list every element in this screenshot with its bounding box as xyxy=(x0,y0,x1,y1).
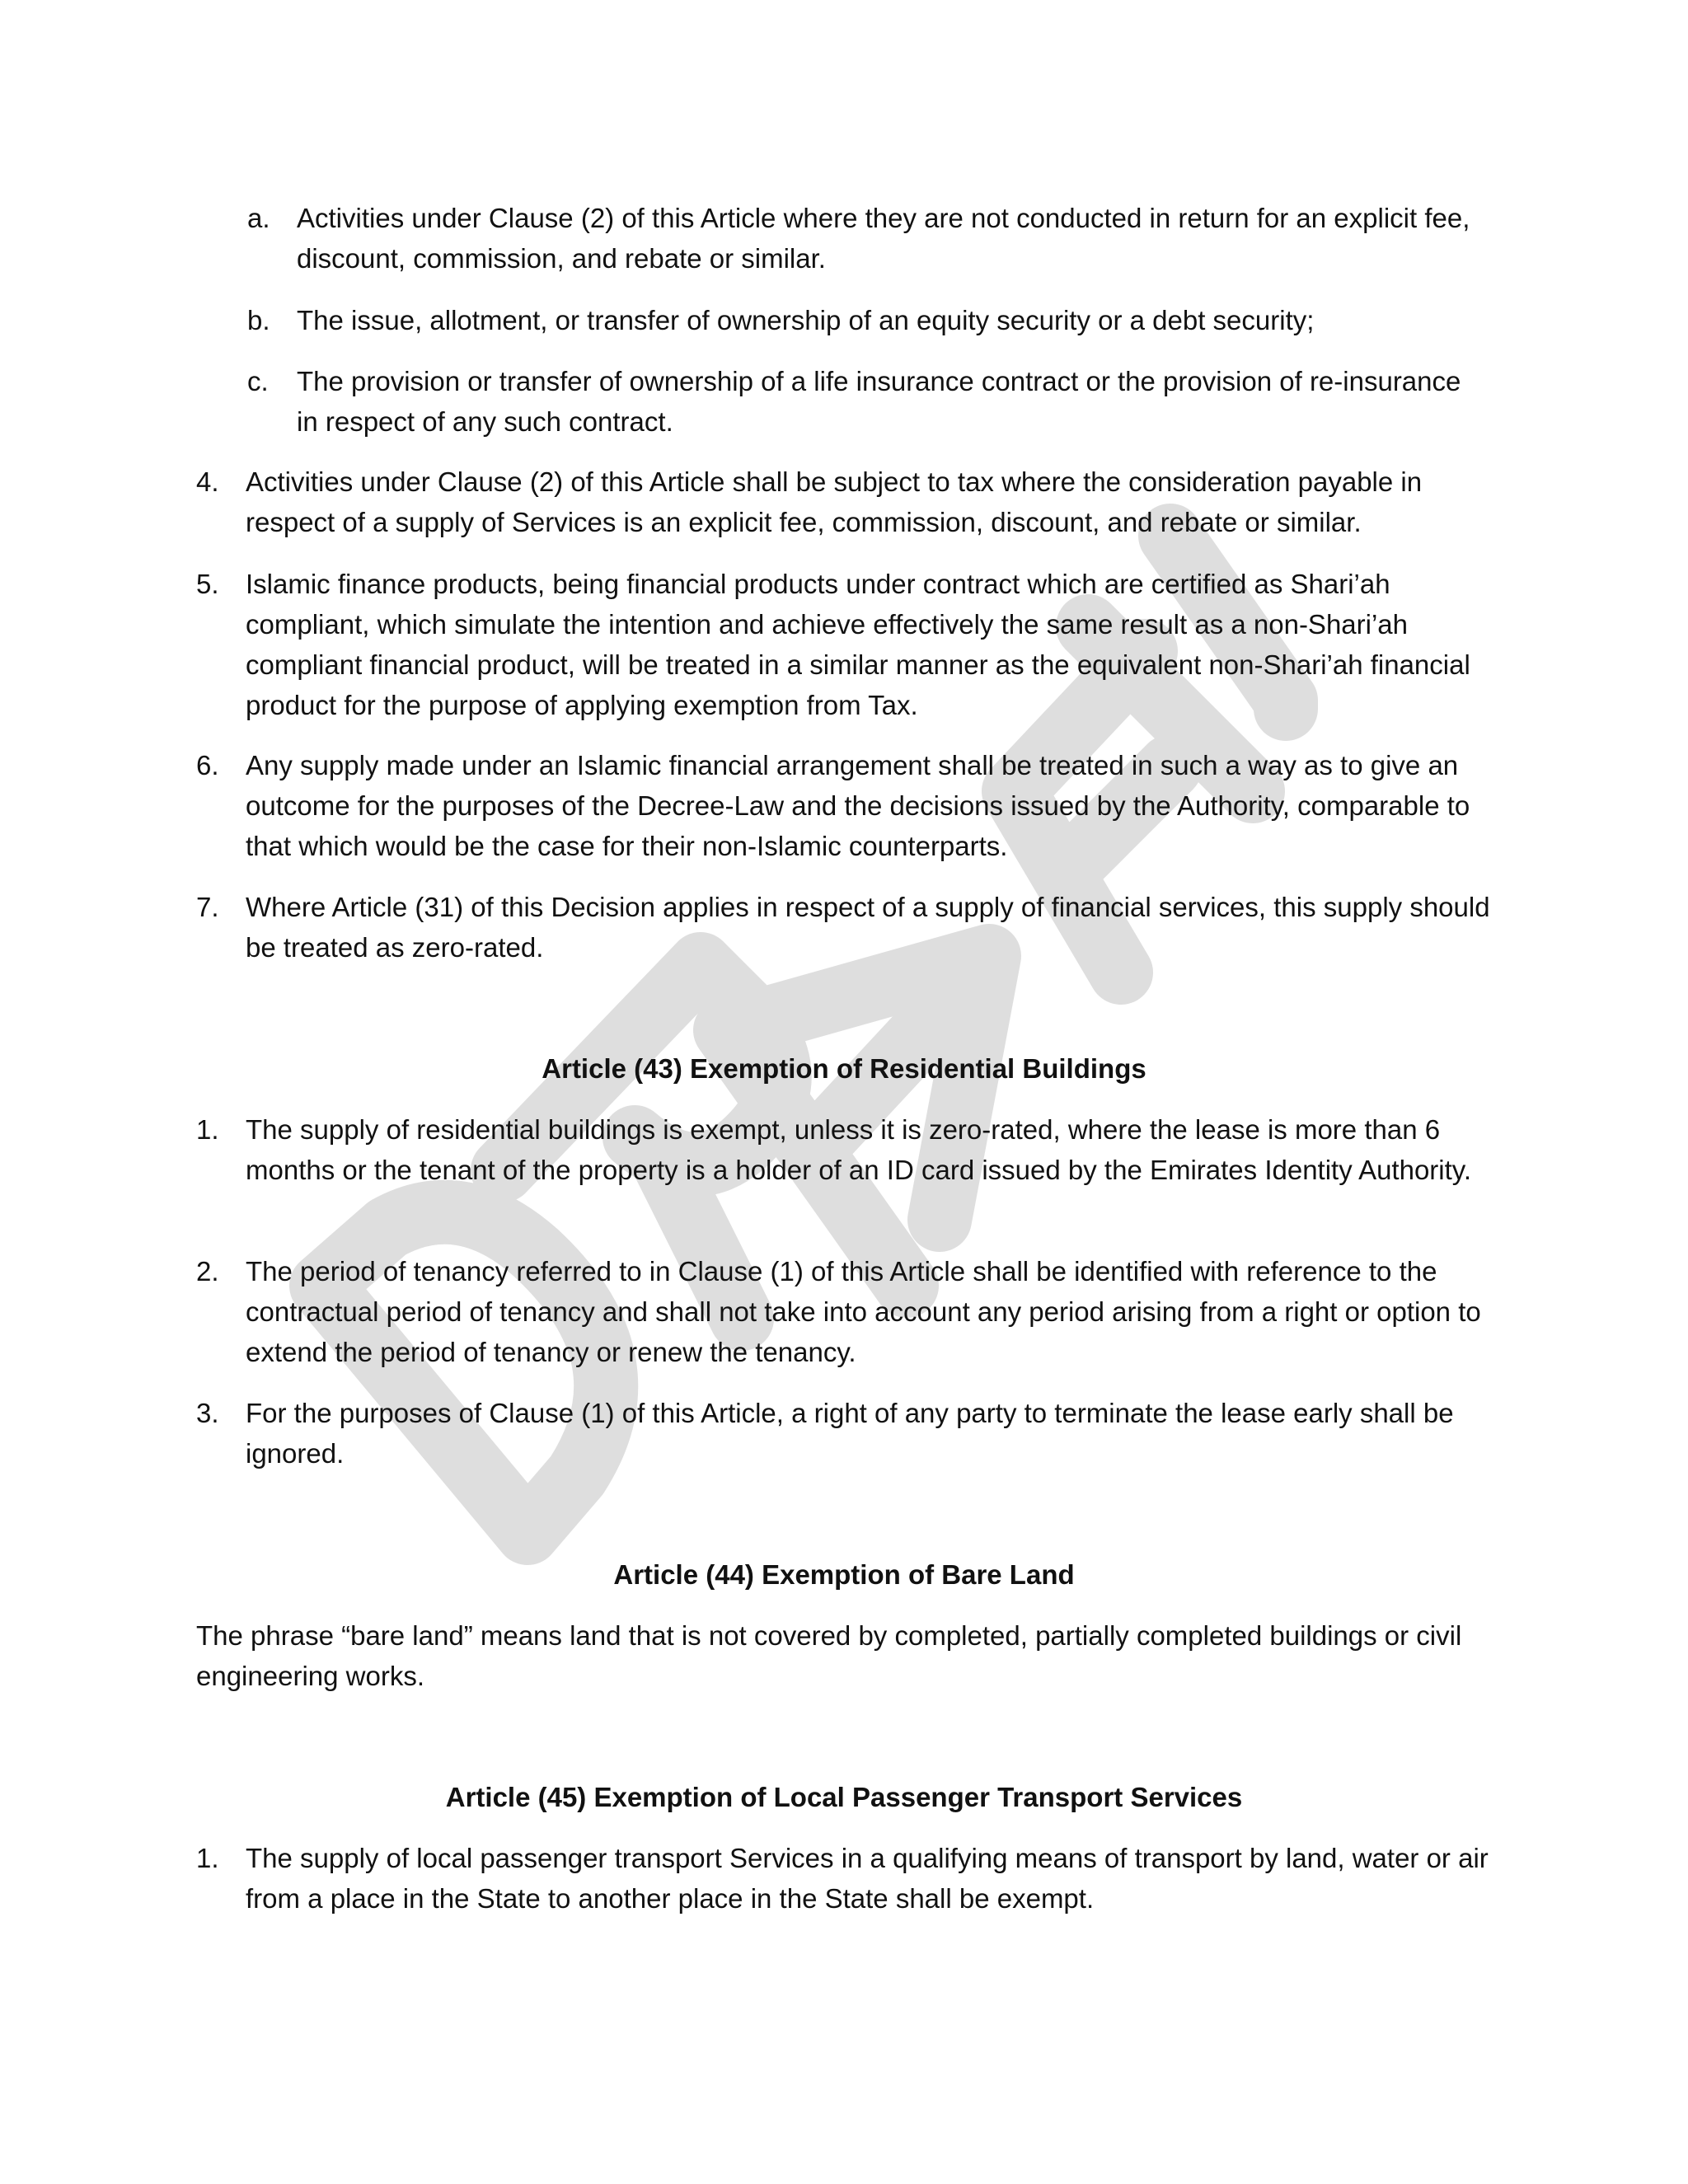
article-44-heading: Article (44) Exemption of Bare Land xyxy=(613,1559,1075,1590)
article-43-item-3 xyxy=(196,1393,1492,1474)
sub-item-b xyxy=(247,300,1484,340)
list-item-marker: 7. xyxy=(196,892,219,922)
sub-item-marker: c. xyxy=(247,366,269,396)
list-item-marker: 1. xyxy=(196,1843,219,1873)
list-item-marker: 3. xyxy=(196,1398,219,1428)
list-item-5 xyxy=(196,564,1492,725)
list-item-text: The supply of residential buildings is exempt, unless it is zero-rated, where the lease is more than 6 months or the tenant of the property is a holder of an ID card issued by the Emirates Identity Authority. xyxy=(246,1114,1472,1185)
list-item-4 xyxy=(196,462,1492,542)
sub-item-marker: b. xyxy=(247,305,270,335)
list-item-7 xyxy=(196,887,1492,968)
sub-item-text: The provision or transfer of ownership of a life insurance contract or the provision of re-insurance in respect of any such contract. xyxy=(297,366,1461,437)
list-item-marker: 2. xyxy=(196,1256,219,1286)
sub-item-c xyxy=(247,361,1484,442)
sub-item-marker: a. xyxy=(247,203,270,233)
article-43-item-2 xyxy=(196,1251,1492,1372)
article-43-item-1 xyxy=(196,1109,1492,1190)
sub-item-text: Activities under Clause (2) of this Article where they are not conducted in return for an explicit fee, discount, commission, and rebate or similar. xyxy=(297,203,1470,274)
list-item-marker: 6. xyxy=(196,750,219,780)
list-item-6 xyxy=(196,745,1492,866)
list-item-text: The supply of local passenger transport Services in a qualifying means of transport by land, water or air from a place in the State to another place in the State shall be exempt. xyxy=(246,1843,1489,1914)
article-45-heading: Article (45) Exemption of Local Passenger Transport Services xyxy=(445,1782,1243,1812)
list-item-text: The period of tenancy referred to in Clause (1) of this Article shall be identified with reference to the contractual period of tenancy and shall not take into account any period arising from a right or option to extend the period of tenancy or renew the tenancy. xyxy=(246,1256,1481,1367)
list-item-text: Activities under Clause (2) of this Article shall be subject to tax where the consideration payable in respect of a supply of Services is an explicit fee, commission, discount, and rebate or similar. xyxy=(246,466,1423,537)
list-item-text: Islamic finance products, being financial products under contract which are certified as Shari’ah compliant, which simulate the intention and achieve effectively the same result as a non-Shari’ah compliant financial product, will be treated in a similar manner as the equivalent non-Shari’ah financial product for the purpose of applying exemption from Tax. xyxy=(246,569,1470,720)
sub-item-a xyxy=(247,198,1484,279)
article-44-paragraph: The phrase “bare land” means land that is not covered by completed, partially completed buildings or civil engineering works. xyxy=(196,1620,1462,1691)
list-item-marker: 4. xyxy=(196,466,219,497)
list-item-text: For the purposes of Clause (1) of this Article, a right of any party to terminate the lease early shall be ignored. xyxy=(246,1398,1454,1469)
article-43-heading: Article (43) Exemption of Residential Buildings xyxy=(542,1053,1146,1084)
list-item-marker: 1. xyxy=(196,1114,219,1145)
list-item-text: Any supply made under an Islamic financial arrangement shall be treated in such a way as to give an outcome for the purposes of the Decree-Law and the decisions issued by the Authority, comparable to that which would be the case for their non-Islamic counterparts. xyxy=(246,750,1470,861)
list-item-text: Where Article (31) of this Decision applies in respect of a supply of financial services, this supply should be treated as zero-rated. xyxy=(246,892,1490,963)
list-item-marker: 5. xyxy=(196,569,219,599)
sub-item-text: The issue, allotment, or transfer of ownership of an equity security or a debt security; xyxy=(297,305,1315,335)
article-45-item-1 xyxy=(196,1838,1492,1919)
